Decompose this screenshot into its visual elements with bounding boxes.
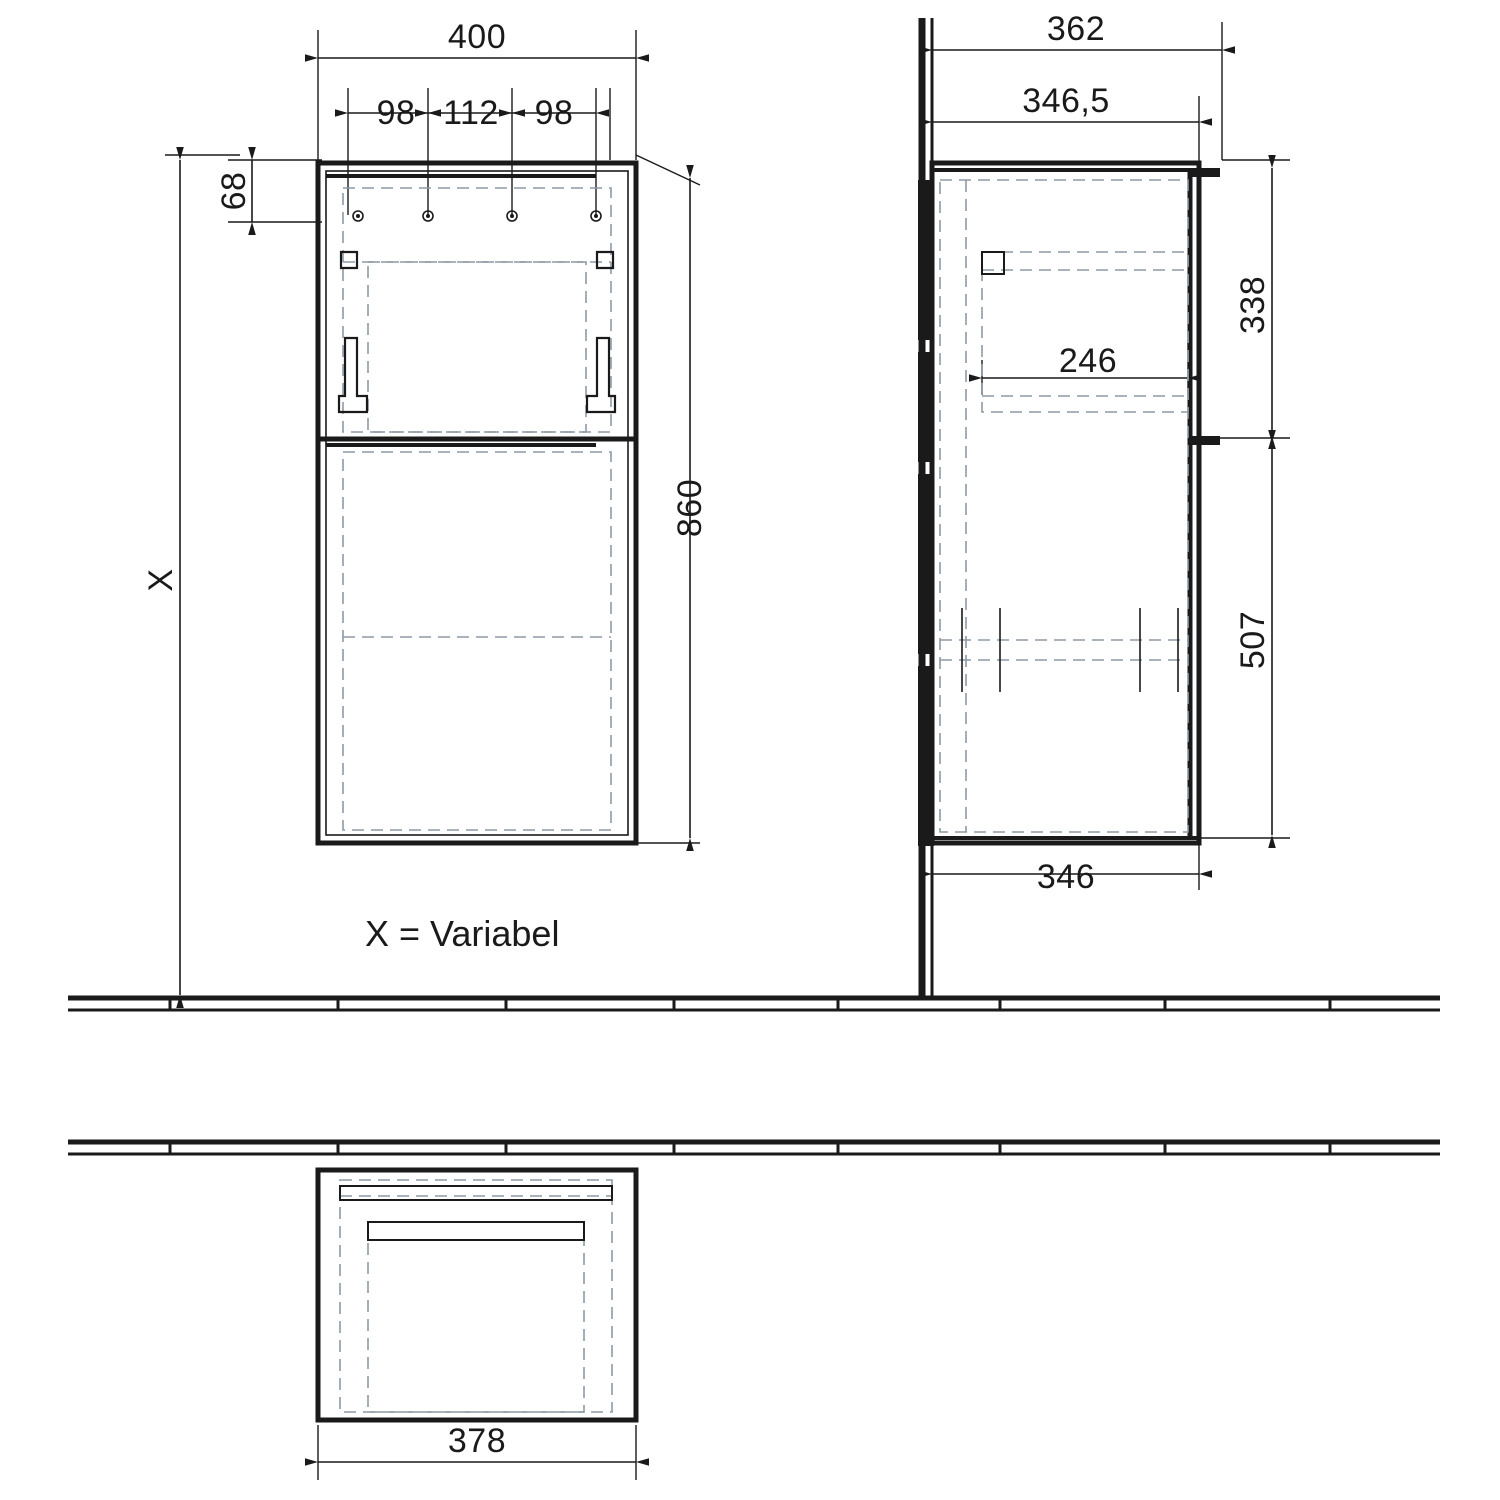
floor-section-lower <box>68 1142 1440 1154</box>
dim-338-label: 338 <box>1234 275 1272 335</box>
top-view-body <box>318 1170 636 1420</box>
top-view-outline-details <box>340 1186 612 1240</box>
front-hidden-lines-upper <box>343 188 611 432</box>
floor-section-upper <box>68 998 1440 1010</box>
side-cabinet-body <box>918 163 1220 846</box>
dim-front-width <box>318 18 636 58</box>
dim-98-right-label: 98 <box>534 94 574 132</box>
variable-note: X = Variabel <box>365 913 560 954</box>
dim-front-X <box>142 160 180 995</box>
dim-side-346 <box>932 858 1199 896</box>
dim-side-507 <box>1234 443 1272 835</box>
dim-3465-label: 346,5 <box>1022 82 1110 120</box>
side-extension-lines <box>932 22 1290 890</box>
front-bracket-details <box>339 252 615 412</box>
side-hidden-lines <box>940 180 1188 832</box>
dim-X-label: X <box>142 568 180 592</box>
dim-68-label: 68 <box>215 171 253 211</box>
dim-front-68 <box>215 160 253 222</box>
dim-400-label: 400 <box>447 18 507 56</box>
dim-246-label: 246 <box>1058 342 1118 380</box>
front-fixing-points <box>353 211 601 221</box>
dim-378-label: 378 <box>447 1422 507 1460</box>
dim-98-left-label: 98 <box>376 94 416 132</box>
front-view <box>110 18 709 998</box>
top-view-hidden-lines <box>340 1180 612 1412</box>
dim-860-label: 860 <box>671 478 709 538</box>
dim-side-338 <box>1234 168 1272 436</box>
dim-front-860 <box>671 178 709 838</box>
front-hidden-lines-lower <box>343 452 611 830</box>
side-shelf-pins <box>962 608 1178 692</box>
dim-507-label: 507 <box>1234 610 1272 670</box>
dim-side-362 <box>932 10 1222 50</box>
dim-side-3465 <box>932 82 1199 122</box>
front-cabinet-body <box>318 163 636 843</box>
top-view <box>318 1170 636 1480</box>
side-view <box>918 10 1290 998</box>
dim-112-label: 112 <box>443 94 499 132</box>
dim-362-label: 362 <box>1046 10 1106 48</box>
dim-346-label: 346 <box>1036 858 1096 896</box>
dim-top-378 <box>318 1422 636 1462</box>
dim-front-chain <box>348 94 596 132</box>
dim-side-246 <box>982 342 1188 380</box>
